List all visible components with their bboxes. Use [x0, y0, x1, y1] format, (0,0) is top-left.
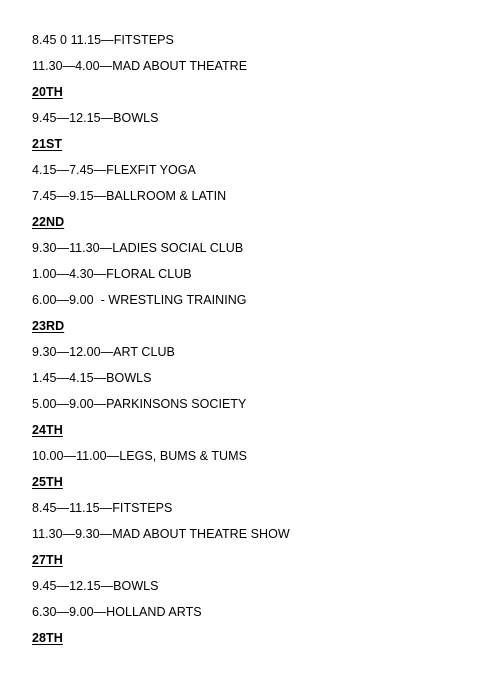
schedule-entry: 10.00—11.00—LEGS, BUMS & TUMS [32, 449, 247, 463]
schedule-entry: 6.00—9.00 - WRESTLING TRAINING [32, 293, 247, 307]
date-heading: 22ND [32, 215, 65, 229]
schedule-entry: 1.45—4.15—BOWLS [32, 371, 152, 385]
schedule-entry: 11.30—4.00—MAD ABOUT THEATRE [32, 59, 248, 73]
date-heading: 23RD [32, 319, 65, 333]
schedule-entry: 9.30—12.00—ART CLUB [32, 345, 175, 359]
schedule-entry: 1.00—4.30—FLORAL CLUB [32, 267, 192, 281]
date-heading: 21ST [32, 137, 63, 151]
date-heading: 28TH [32, 631, 63, 645]
schedule-entry: 8.45—11.15—FITSTEPS [32, 501, 173, 515]
schedule-entry: 6.30—9.00—HOLLAND ARTS [32, 605, 202, 619]
date-heading: 27TH [32, 553, 63, 567]
schedule-entry: 11.30—9.30—MAD ABOUT THEATRE SHOW [32, 527, 290, 541]
schedule-entry: 4.15—7.45—FLEXFIT YOGA [32, 163, 196, 177]
schedule-entry: 7.45—9.15—BALLROOM & LATIN [32, 189, 227, 203]
schedule-page [32, 33, 452, 657]
schedule-entry: 9.45—12.15—BOWLS [32, 579, 159, 593]
date-heading: 25TH [32, 475, 63, 489]
date-heading: 24TH [32, 423, 63, 437]
schedule-entry: 9.30—11.30—LADIES SOCIAL CLUB [32, 241, 244, 255]
schedule-entry: 8.45 0 11.15—FITSTEPS [32, 33, 174, 47]
schedule-entry: 9.45—12.15—BOWLS [32, 111, 159, 125]
schedule-entry: 5.00—9.00—PARKINSONS SOCIETY [32, 397, 247, 411]
date-heading: 20TH [32, 85, 63, 99]
